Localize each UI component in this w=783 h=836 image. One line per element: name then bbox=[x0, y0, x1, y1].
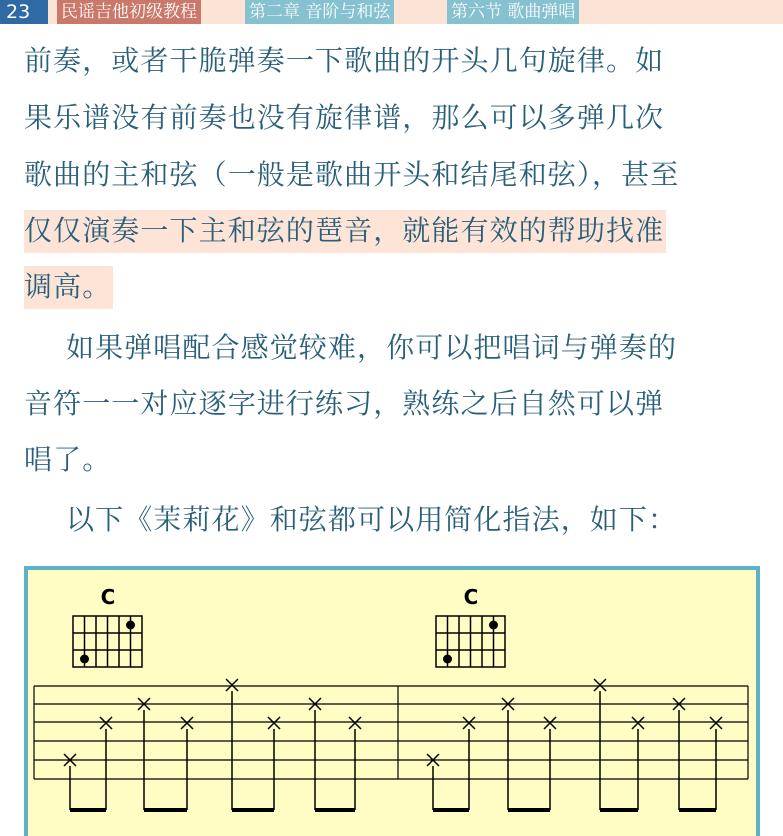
tab-notation bbox=[28, 570, 756, 832]
chapter-title: 第二章 音阶与和弦 bbox=[245, 0, 394, 24]
page-number: 23 bbox=[0, 0, 48, 24]
finger-dot bbox=[443, 655, 452, 664]
chord-name: C bbox=[100, 585, 116, 609]
text-line: 歌曲的主和弦（一般是歌曲开头和结尾和弦），甚至 bbox=[24, 158, 680, 191]
note-beams bbox=[70, 808, 716, 812]
finger-dot bbox=[80, 655, 89, 664]
text-line: 如果弹唱配合感觉较难，你可以把唱词与弹奏的 bbox=[66, 331, 678, 364]
note-stems bbox=[70, 691, 716, 810]
running-header bbox=[0, 0, 783, 24]
chord-name: C bbox=[463, 585, 479, 609]
text-line: 以下《茉莉花》和弦都可以用简化指法，如下： bbox=[66, 503, 678, 536]
guitar-tab-score bbox=[24, 566, 760, 836]
highlight-span: 仅仅演奏一下主和弦的琶音，就能有效的帮助找准 bbox=[24, 210, 666, 253]
finger-dot bbox=[489, 621, 498, 630]
section-title: 第六节 歌曲弹唱 bbox=[447, 0, 579, 24]
text-line-highlighted bbox=[24, 214, 666, 248]
text-line: 唱了。 bbox=[24, 443, 112, 476]
finger-dot bbox=[126, 621, 135, 630]
text-line-highlighted bbox=[24, 270, 113, 304]
text-line: 果乐谱没有前奏也没有旋律谱，那么可以多弹几次 bbox=[24, 101, 665, 134]
highlight-span: 调高。 bbox=[24, 266, 113, 309]
text-line: 前奏，或者干脆弹奏一下歌曲的开头几句旋律。如 bbox=[24, 44, 665, 77]
tab-staff bbox=[34, 686, 748, 779]
text-line: 音符一一对应逐字进行练习，熟练之后自然可以弹 bbox=[24, 387, 665, 420]
book-title: 民谣吉他初级教程 bbox=[57, 0, 201, 24]
